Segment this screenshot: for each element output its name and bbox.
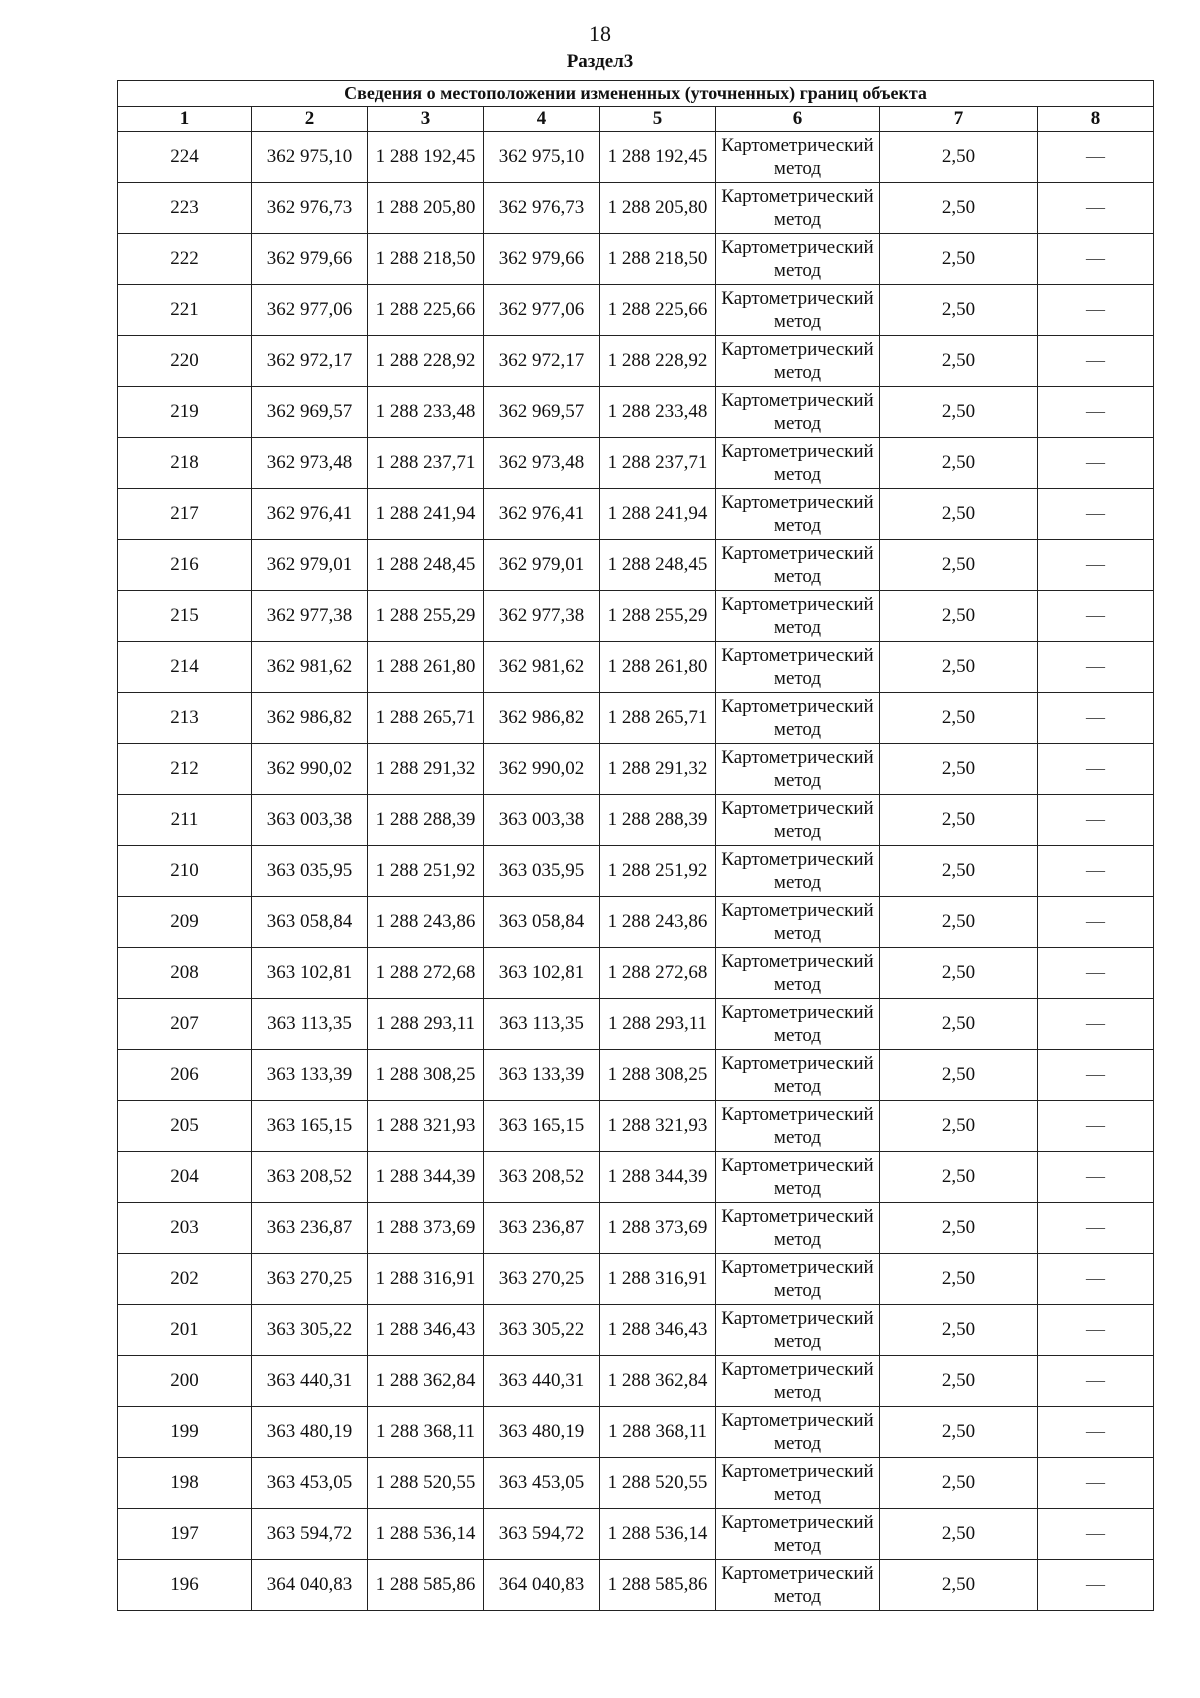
x-refined-cell: 362 976,73 (484, 183, 600, 234)
accuracy-cell: 2,50 (880, 999, 1038, 1050)
page-number: 18 (589, 21, 611, 46)
accuracy-cell: 2,50 (880, 132, 1038, 183)
note-cell: — (1038, 846, 1154, 897)
method-cell: Картометрический метод (716, 336, 880, 387)
method-cell: Картометрический метод (716, 540, 880, 591)
x-refined-cell: 362 981,62 (484, 642, 600, 693)
x-refined-cell: 363 058,84 (484, 897, 600, 948)
note-cell: — (1038, 1509, 1154, 1560)
x-existing-cell: 363 236,87 (252, 1203, 368, 1254)
x-refined-cell: 362 990,02 (484, 744, 600, 795)
point-number-cell: 218 (118, 438, 252, 489)
column-number: 2 (252, 107, 368, 132)
x-existing-cell: 362 977,38 (252, 591, 368, 642)
y-existing-cell: 1 288 261,80 (368, 642, 484, 693)
method-cell: Картометрический метод (716, 1356, 880, 1407)
method-cell: Картометрический метод (716, 642, 880, 693)
accuracy-cell: 2,50 (880, 1152, 1038, 1203)
x-refined-cell: 363 113,35 (484, 999, 600, 1050)
accuracy-cell: 2,50 (880, 1254, 1038, 1305)
note-cell: — (1038, 948, 1154, 999)
table-row (118, 336, 1154, 387)
y-refined-cell: 1 288 585,86 (600, 1560, 716, 1611)
point-number-cell: 202 (118, 1254, 252, 1305)
y-existing-cell: 1 288 248,45 (368, 540, 484, 591)
y-existing-cell: 1 288 362,84 (368, 1356, 484, 1407)
method-cell: Картометрический метод (716, 897, 880, 948)
y-existing-cell: 1 288 520,55 (368, 1458, 484, 1509)
y-existing-cell: 1 288 373,69 (368, 1203, 484, 1254)
note-cell: — (1038, 1407, 1154, 1458)
point-number-cell: 217 (118, 489, 252, 540)
y-existing-cell: 1 288 536,14 (368, 1509, 484, 1560)
accuracy-cell: 2,50 (880, 795, 1038, 846)
table-row (118, 183, 1154, 234)
note-cell: — (1038, 234, 1154, 285)
accuracy-cell: 2,50 (880, 642, 1038, 693)
point-number-cell: 212 (118, 744, 252, 795)
note-cell: — (1038, 642, 1154, 693)
accuracy-cell: 2,50 (880, 1560, 1038, 1611)
x-existing-cell: 362 972,17 (252, 336, 368, 387)
table-row (118, 642, 1154, 693)
table-row (118, 1305, 1154, 1356)
x-existing-cell: 363 208,52 (252, 1152, 368, 1203)
point-number-cell: 198 (118, 1458, 252, 1509)
table-row (118, 1407, 1154, 1458)
x-existing-cell: 363 133,39 (252, 1050, 368, 1101)
x-existing-cell: 363 440,31 (252, 1356, 368, 1407)
x-refined-cell: 362 977,38 (484, 591, 600, 642)
point-number-cell: 224 (118, 132, 252, 183)
accuracy-cell: 2,50 (880, 387, 1038, 438)
y-refined-cell: 1 288 316,91 (600, 1254, 716, 1305)
x-existing-cell: 363 480,19 (252, 1407, 368, 1458)
note-cell: — (1038, 1203, 1154, 1254)
y-existing-cell: 1 288 218,50 (368, 234, 484, 285)
y-refined-cell: 1 288 228,92 (600, 336, 716, 387)
accuracy-cell: 2,50 (880, 489, 1038, 540)
point-number-cell: 209 (118, 897, 252, 948)
x-existing-cell: 362 979,01 (252, 540, 368, 591)
y-existing-cell: 1 288 225,66 (368, 285, 484, 336)
x-existing-cell: 363 165,15 (252, 1101, 368, 1152)
x-existing-cell: 362 976,73 (252, 183, 368, 234)
column-number: 8 (1038, 107, 1154, 132)
method-cell: Картометрический метод (716, 744, 880, 795)
method-cell: Картометрический метод (716, 1407, 880, 1458)
method-cell: Картометрический метод (716, 591, 880, 642)
point-number-cell: 210 (118, 846, 252, 897)
method-cell: Картометрический метод (716, 1254, 880, 1305)
y-existing-cell: 1 288 228,92 (368, 336, 484, 387)
x-refined-cell: 363 208,52 (484, 1152, 600, 1203)
section-title: Раздел3 (566, 51, 634, 72)
method-cell: Картометрический метод (716, 438, 880, 489)
accuracy-cell: 2,50 (880, 1101, 1038, 1152)
x-existing-cell: 362 979,66 (252, 234, 368, 285)
x-refined-cell: 363 035,95 (484, 846, 600, 897)
x-existing-cell: 363 102,81 (252, 948, 368, 999)
point-number-cell: 197 (118, 1509, 252, 1560)
y-refined-cell: 1 288 241,94 (600, 489, 716, 540)
y-refined-cell: 1 288 520,55 (600, 1458, 716, 1509)
table-row (118, 999, 1154, 1050)
method-cell: Картометрический метод (716, 387, 880, 438)
point-number-cell: 196 (118, 1560, 252, 1611)
method-cell: Картометрический метод (716, 1152, 880, 1203)
method-cell: Картометрический метод (716, 795, 880, 846)
method-cell: Картометрический метод (716, 999, 880, 1050)
y-refined-cell: 1 288 272,68 (600, 948, 716, 999)
note-cell: — (1038, 744, 1154, 795)
accuracy-cell: 2,50 (880, 234, 1038, 285)
table-body (118, 132, 1154, 1611)
x-existing-cell: 363 113,35 (252, 999, 368, 1050)
y-existing-cell: 1 288 243,86 (368, 897, 484, 948)
boundary-coordinates-table (117, 80, 1154, 1611)
table-row (118, 693, 1154, 744)
table-row (118, 795, 1154, 846)
x-existing-cell: 362 969,57 (252, 387, 368, 438)
accuracy-cell: 2,50 (880, 438, 1038, 489)
y-existing-cell: 1 288 192,45 (368, 132, 484, 183)
point-number-cell: 213 (118, 693, 252, 744)
accuracy-cell: 2,50 (880, 591, 1038, 642)
y-refined-cell: 1 288 362,84 (600, 1356, 716, 1407)
method-cell: Картометрический метод (716, 1203, 880, 1254)
note-cell: — (1038, 1254, 1154, 1305)
table-row (118, 234, 1154, 285)
x-refined-cell: 362 986,82 (484, 693, 600, 744)
y-refined-cell: 1 288 205,80 (600, 183, 716, 234)
y-existing-cell: 1 288 308,25 (368, 1050, 484, 1101)
x-existing-cell: 362 990,02 (252, 744, 368, 795)
method-cell: Картометрический метод (716, 1560, 880, 1611)
note-cell: — (1038, 540, 1154, 591)
accuracy-cell: 2,50 (880, 744, 1038, 795)
y-refined-cell: 1 288 291,32 (600, 744, 716, 795)
x-existing-cell: 363 058,84 (252, 897, 368, 948)
point-number-cell: 214 (118, 642, 252, 693)
note-cell: — (1038, 285, 1154, 336)
x-existing-cell: 363 305,22 (252, 1305, 368, 1356)
table-row (118, 591, 1154, 642)
accuracy-cell: 2,50 (880, 183, 1038, 234)
x-refined-cell: 362 979,66 (484, 234, 600, 285)
y-refined-cell: 1 288 265,71 (600, 693, 716, 744)
y-refined-cell: 1 288 225,66 (600, 285, 716, 336)
table-row (118, 1509, 1154, 1560)
y-existing-cell: 1 288 585,86 (368, 1560, 484, 1611)
note-cell: — (1038, 795, 1154, 846)
table-row (118, 897, 1154, 948)
x-refined-cell: 363 102,81 (484, 948, 600, 999)
y-refined-cell: 1 288 255,29 (600, 591, 716, 642)
y-existing-cell: 1 288 272,68 (368, 948, 484, 999)
point-number-cell: 216 (118, 540, 252, 591)
accuracy-cell: 2,50 (880, 1509, 1038, 1560)
note-cell: — (1038, 693, 1154, 744)
x-refined-cell: 362 977,06 (484, 285, 600, 336)
note-cell: — (1038, 1152, 1154, 1203)
method-cell: Картометрический метод (716, 1509, 880, 1560)
point-number-cell: 219 (118, 387, 252, 438)
y-existing-cell: 1 288 237,71 (368, 438, 484, 489)
y-existing-cell: 1 288 241,94 (368, 489, 484, 540)
x-existing-cell: 363 594,72 (252, 1509, 368, 1560)
point-number-cell: 215 (118, 591, 252, 642)
column-number: 3 (368, 107, 484, 132)
y-refined-cell: 1 288 308,25 (600, 1050, 716, 1101)
x-existing-cell: 364 040,83 (252, 1560, 368, 1611)
y-refined-cell: 1 288 373,69 (600, 1203, 716, 1254)
y-existing-cell: 1 288 251,92 (368, 846, 484, 897)
method-cell: Картометрический метод (716, 285, 880, 336)
x-existing-cell: 363 453,05 (252, 1458, 368, 1509)
x-refined-cell: 363 594,72 (484, 1509, 600, 1560)
y-refined-cell: 1 288 243,86 (600, 897, 716, 948)
table-row (118, 540, 1154, 591)
method-cell: Картометрический метод (716, 183, 880, 234)
x-existing-cell: 363 003,38 (252, 795, 368, 846)
point-number-cell: 205 (118, 1101, 252, 1152)
accuracy-cell: 2,50 (880, 1203, 1038, 1254)
table-row (118, 1356, 1154, 1407)
table-row (118, 1560, 1154, 1611)
table-row (118, 1203, 1154, 1254)
method-cell: Картометрический метод (716, 693, 880, 744)
point-number-cell: 223 (118, 183, 252, 234)
column-number-row (118, 107, 1154, 132)
note-cell: — (1038, 387, 1154, 438)
y-existing-cell: 1 288 368,11 (368, 1407, 484, 1458)
x-refined-cell: 363 480,19 (484, 1407, 600, 1458)
x-refined-cell: 363 165,15 (484, 1101, 600, 1152)
x-existing-cell: 363 270,25 (252, 1254, 368, 1305)
method-cell: Картометрический метод (716, 1050, 880, 1101)
note-cell: — (1038, 132, 1154, 183)
accuracy-cell: 2,50 (880, 336, 1038, 387)
note-cell: — (1038, 438, 1154, 489)
x-refined-cell: 363 003,38 (484, 795, 600, 846)
note-cell: — (1038, 1356, 1154, 1407)
y-existing-cell: 1 288 288,39 (368, 795, 484, 846)
method-cell: Картометрический метод (716, 1458, 880, 1509)
note-cell: — (1038, 1101, 1154, 1152)
x-refined-cell: 364 040,83 (484, 1560, 600, 1611)
accuracy-cell: 2,50 (880, 948, 1038, 999)
x-existing-cell: 362 973,48 (252, 438, 368, 489)
accuracy-cell: 2,50 (880, 1458, 1038, 1509)
x-refined-cell: 363 305,22 (484, 1305, 600, 1356)
accuracy-cell: 2,50 (880, 1305, 1038, 1356)
accuracy-cell: 2,50 (880, 1407, 1038, 1458)
y-refined-cell: 1 288 248,45 (600, 540, 716, 591)
note-cell: — (1038, 1050, 1154, 1101)
table-row (118, 489, 1154, 540)
table-row (118, 285, 1154, 336)
table-row (118, 846, 1154, 897)
method-cell: Картометрический метод (716, 1101, 880, 1152)
note-cell: — (1038, 897, 1154, 948)
accuracy-cell: 2,50 (880, 846, 1038, 897)
note-cell: — (1038, 489, 1154, 540)
x-refined-cell: 362 975,10 (484, 132, 600, 183)
method-cell: Картометрический метод (716, 132, 880, 183)
y-refined-cell: 1 288 288,39 (600, 795, 716, 846)
y-existing-cell: 1 288 344,39 (368, 1152, 484, 1203)
table-row (118, 1050, 1154, 1101)
column-number: 7 (880, 107, 1038, 132)
y-existing-cell: 1 288 265,71 (368, 693, 484, 744)
x-refined-cell: 363 133,39 (484, 1050, 600, 1101)
method-cell: Картометрический метод (716, 1305, 880, 1356)
y-existing-cell: 1 288 255,29 (368, 591, 484, 642)
column-number: 6 (716, 107, 880, 132)
y-existing-cell: 1 288 205,80 (368, 183, 484, 234)
y-refined-cell: 1 288 321,93 (600, 1101, 716, 1152)
note-cell: — (1038, 336, 1154, 387)
table-row (118, 744, 1154, 795)
y-refined-cell: 1 288 261,80 (600, 642, 716, 693)
method-cell: Картометрический метод (716, 489, 880, 540)
y-refined-cell: 1 288 344,39 (600, 1152, 716, 1203)
method-cell: Картометрический метод (716, 948, 880, 999)
x-existing-cell: 362 976,41 (252, 489, 368, 540)
point-number-cell: 204 (118, 1152, 252, 1203)
point-number-cell: 208 (118, 948, 252, 999)
x-refined-cell: 362 972,17 (484, 336, 600, 387)
note-cell: — (1038, 999, 1154, 1050)
table-row (118, 1458, 1154, 1509)
x-refined-cell: 363 453,05 (484, 1458, 600, 1509)
method-cell: Картометрический метод (716, 234, 880, 285)
y-refined-cell: 1 288 346,43 (600, 1305, 716, 1356)
accuracy-cell: 2,50 (880, 1356, 1038, 1407)
x-refined-cell: 362 976,41 (484, 489, 600, 540)
table-row (118, 1254, 1154, 1305)
y-refined-cell: 1 288 536,14 (600, 1509, 716, 1560)
point-number-cell: 221 (118, 285, 252, 336)
y-existing-cell: 1 288 316,91 (368, 1254, 484, 1305)
point-number-cell: 199 (118, 1407, 252, 1458)
point-number-cell: 207 (118, 999, 252, 1050)
y-refined-cell: 1 288 251,92 (600, 846, 716, 897)
x-existing-cell: 362 986,82 (252, 693, 368, 744)
note-cell: — (1038, 1458, 1154, 1509)
note-cell: — (1038, 591, 1154, 642)
x-existing-cell: 362 981,62 (252, 642, 368, 693)
x-refined-cell: 362 973,48 (484, 438, 600, 489)
point-number-cell: 222 (118, 234, 252, 285)
y-existing-cell: 1 288 233,48 (368, 387, 484, 438)
x-refined-cell: 362 979,01 (484, 540, 600, 591)
y-refined-cell: 1 288 237,71 (600, 438, 716, 489)
point-number-cell: 203 (118, 1203, 252, 1254)
accuracy-cell: 2,50 (880, 1050, 1038, 1101)
y-existing-cell: 1 288 293,11 (368, 999, 484, 1050)
note-cell: — (1038, 1560, 1154, 1611)
table-row (118, 1152, 1154, 1203)
x-existing-cell: 362 977,06 (252, 285, 368, 336)
y-refined-cell: 1 288 233,48 (600, 387, 716, 438)
y-existing-cell: 1 288 291,32 (368, 744, 484, 795)
x-refined-cell: 363 236,87 (484, 1203, 600, 1254)
note-cell: — (1038, 1305, 1154, 1356)
x-refined-cell: 362 969,57 (484, 387, 600, 438)
accuracy-cell: 2,50 (880, 285, 1038, 336)
table-row (118, 387, 1154, 438)
note-cell: — (1038, 183, 1154, 234)
column-number: 1 (118, 107, 252, 132)
accuracy-cell: 2,50 (880, 897, 1038, 948)
point-number-cell: 206 (118, 1050, 252, 1101)
x-refined-cell: 363 270,25 (484, 1254, 600, 1305)
y-refined-cell: 1 288 293,11 (600, 999, 716, 1050)
y-existing-cell: 1 288 346,43 (368, 1305, 484, 1356)
y-existing-cell: 1 288 321,93 (368, 1101, 484, 1152)
table-caption: Сведения о местоположении измененных (уточненных) границ объекта (118, 81, 1154, 107)
x-refined-cell: 363 440,31 (484, 1356, 600, 1407)
x-existing-cell: 363 035,95 (252, 846, 368, 897)
point-number-cell: 200 (118, 1356, 252, 1407)
table-row (118, 438, 1154, 489)
column-number: 5 (600, 107, 716, 132)
x-existing-cell: 362 975,10 (252, 132, 368, 183)
method-cell: Картометрический метод (716, 846, 880, 897)
y-refined-cell: 1 288 368,11 (600, 1407, 716, 1458)
table-row (118, 948, 1154, 999)
accuracy-cell: 2,50 (880, 540, 1038, 591)
y-refined-cell: 1 288 218,50 (600, 234, 716, 285)
y-refined-cell: 1 288 192,45 (600, 132, 716, 183)
point-number-cell: 211 (118, 795, 252, 846)
accuracy-cell: 2,50 (880, 693, 1038, 744)
point-number-cell: 201 (118, 1305, 252, 1356)
table-row (118, 132, 1154, 183)
point-number-cell: 220 (118, 336, 252, 387)
table-row (118, 1101, 1154, 1152)
column-number: 4 (484, 107, 600, 132)
